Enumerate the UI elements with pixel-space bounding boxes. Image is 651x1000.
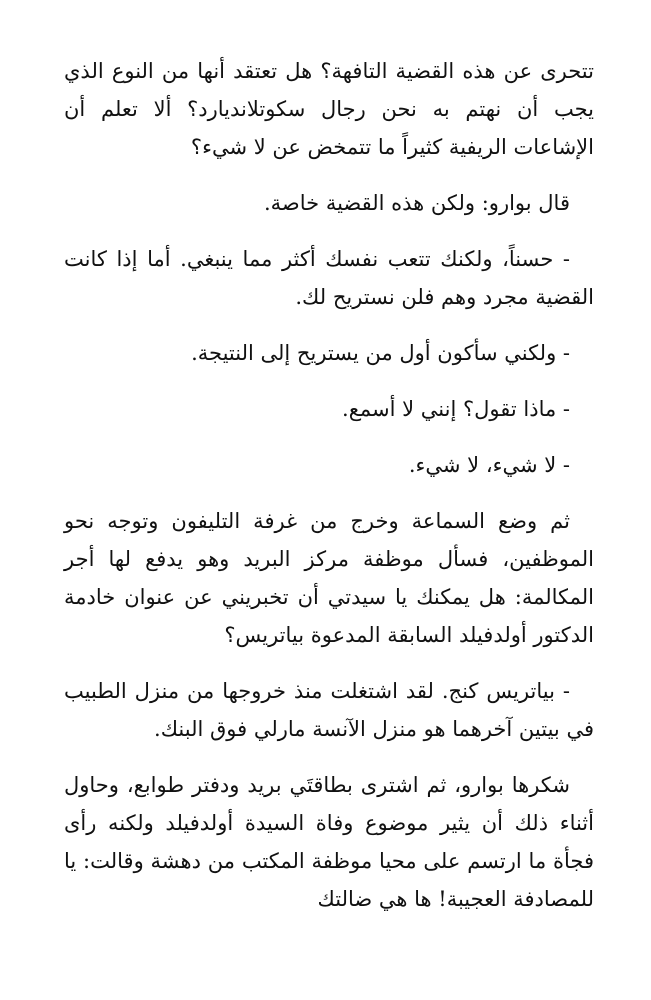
paragraph-1: تتحرى عن هذه القضية التافهة؟ هل تعتقد أنها من النوع الذي يجب أن نهتم به نحن رجال سكوتلانديارد؟ ألا تعلم أن الإشاعات الريفية كثيراً ما تتمخض عن لا شيء؟ [64, 59, 594, 159]
paragraph-7: ثم وضع السماعة وخرج من غرفة التليفون وتوجه نحو الموظفين، فسأل موظفة مركز البريد وهو يدفع لها أجر المكالمة: هل يمكنك يا سيدتي أن تخبريني عن عنوان خادمة الدكتور أولدفيلد السابقة المدعوة بياتريس؟ [64, 509, 594, 647]
paragraph-4: - ولكني سأكون أول من يستريح إلى النتيجة. [191, 341, 570, 365]
paragraph-8: - بياتريس كنج. لقد اشتغلت منذ خروجها من منزل الطبيب في بيتين آخرهما هو منزل الآنسة مارلي فوق البنك. [64, 679, 594, 741]
book-page [64, 52, 594, 936]
paragraph-5: - ماذا تقول؟ إنني لا أسمع. [342, 397, 570, 421]
paragraph-9: شكرها بوارو، ثم اشترى بطاقتَي بريد ودفتر طوابع، وحاول أثناء ذلك أن يثير موضوع وفاة السيدة أولدفيلد ولكنه رأى فجأة ما ارتسم على محيا موظفة المكتب من دهشة وقالت: يا للمصادفة العجيبة! ها هي ضالتك [64, 773, 594, 911]
paragraph-3: - حسناً، ولكنك تتعب نفسك أكثر مما ينبغي. أما إذا كانت القضية مجرد وهم فلن نستريح لك. [64, 247, 594, 309]
paragraph-2: قال بوارو: ولكن هذه القضية خاصة. [264, 191, 570, 215]
paragraph-6: - لا شيء، لا شيء. [408, 453, 570, 477]
